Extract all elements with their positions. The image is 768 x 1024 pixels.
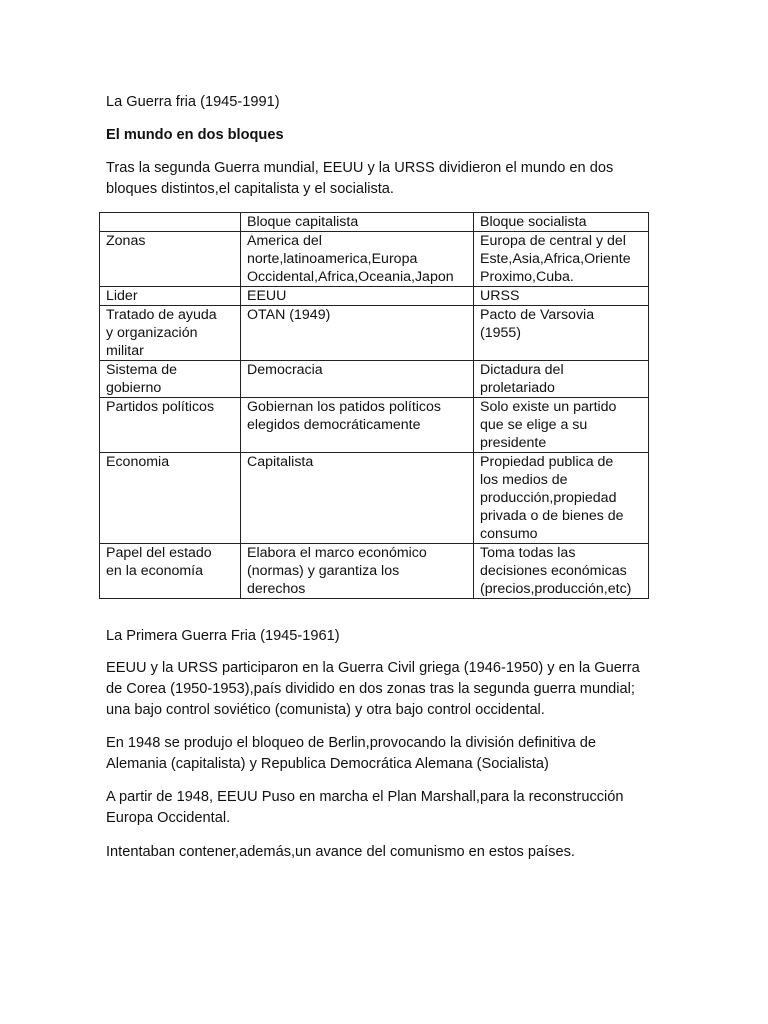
cell-socialista: Propiedad publica de los medios de producción,propiedad privada o de bienes de consumo [474,453,649,544]
paragraph-line: Europa Occidental. [106,810,231,826]
cell-capitalista: Gobiernan los patidos políticos elegidos democráticamente [241,398,474,453]
paragraph-contener [106,842,666,863]
blocs-comparison-table [99,212,649,599]
cell-capitalista: EEUU [241,287,474,306]
section-heading: El mundo en dos bloques [106,127,284,143]
row-label: Partidos políticos [100,398,241,453]
header-cell-capitalista: Bloque capitalista [241,213,474,232]
paragraph-line: En 1948 se produjo el bloqueo de Berlin,provocando la división definitiva de [106,735,597,751]
intro-line: Tras la segunda Guerra mundial, EEUU y la URSS dividieron el mundo en dos [106,160,614,176]
cell-capitalista: Democracia [241,361,474,398]
table-header-row [100,213,649,232]
paragraph-line: A partir de 1948, EEUU Puso en marcha el Plan Marshall,para la reconstrucción [106,789,624,805]
intro-line: bloques distintos,el capitalista y el socialista. [106,181,394,197]
paragraph-line: Alemania (capitalista) y Republica Democrática Alemana (Socialista) [106,756,549,772]
cell-socialista: Dictadura del proletariado [474,361,649,398]
paragraph-line: una bajo control soviético (comunista) y otra bajo control occidental. [106,702,545,718]
row-label: Tratado de ayuda y organización militar [100,306,241,361]
section-title: La Primera Guerra Fria (1945-1961) [106,628,340,644]
cell-capitalista: America del norte,latinoamerica,Europa Occidental,Africa,Oceania,Japon [241,232,474,287]
row-label: Papel del estado en la economía [100,544,241,599]
table-row [100,453,649,544]
cell-socialista: Pacto de Varsovia (1955) [474,306,649,361]
paragraph-marshall [106,787,666,829]
table-row [100,361,649,398]
row-label: Sistema de gobierno [100,361,241,398]
cell-capitalista: OTAN (1949) [241,306,474,361]
row-label: Economia [100,453,241,544]
cell-capitalista: Elabora el marco económico (normas) y garantiza los derechos [241,544,474,599]
table-row [100,544,649,599]
document-title: La Guerra fria (1945-1991) [106,94,280,110]
cell-capitalista: Capitalista [241,453,474,544]
row-label: Zonas [100,232,241,287]
table-row [100,232,649,287]
cell-socialista: URSS [474,287,649,306]
table-row [100,398,649,453]
intro-paragraph [106,158,666,200]
cell-socialista: Europa de central y del Este,Asia,Africa,Oriente Proximo,Cuba. [474,232,649,287]
cell-socialista: Solo existe un partido que se elige a su presidente [474,398,649,453]
header-cell-empty [100,213,241,232]
row-label: Lider [100,287,241,306]
cell-socialista: Toma todas las decisiones económicas (precios,producción,etc) [474,544,649,599]
paragraph-line: de Corea (1950-1953),país dividido en dos zonas tras la segunda guerra mundial; [106,681,635,697]
table-row [100,306,649,361]
paragraph-line: EEUU y la URSS participaron en la Guerra Civil griega (1946-1950) y en la Guerra [106,660,640,676]
paragraph-guerras [106,658,666,721]
header-cell-socialista: Bloque socialista [474,213,649,232]
paragraph-line: Intentaban contener,además,un avance del comunismo en estos países. [106,844,575,860]
paragraph-berlin [106,733,666,775]
table-row [100,287,649,306]
